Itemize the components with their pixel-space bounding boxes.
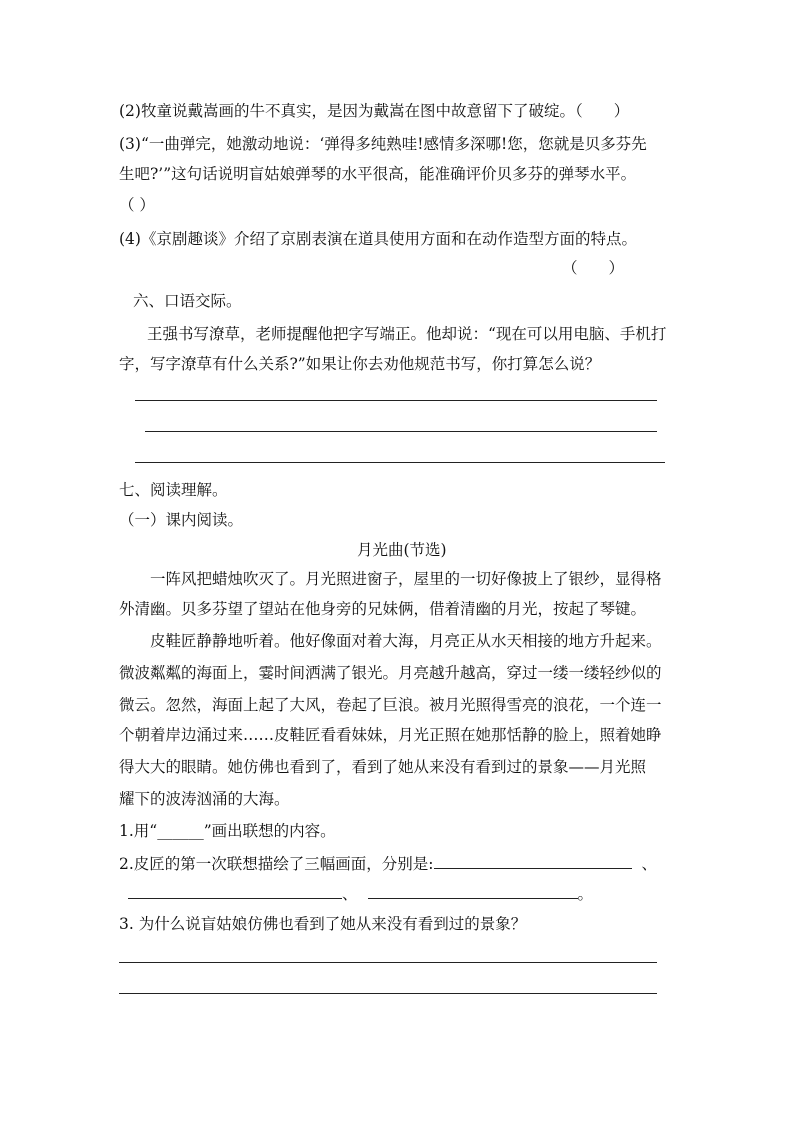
section7-title: 七、阅读理解。	[119, 481, 228, 499]
judgment-q2: (2)牧童说戴嵩画的牛不真实，是因为戴嵩在图中故意留下了破绽。（ ）	[119, 102, 630, 120]
passage-p1-line1: 一阵风把蜡烛吹灭了。月光照进窗子，屋里的一切好像披上了银纱，显得格	[150, 570, 662, 588]
judgment-q3-line1: (3)“一曲弹完，她激动地说：‘弹得多纯熟哇!感情多深哪!您，您就是贝多芬先	[119, 135, 647, 153]
section6-prompt-line1: 王强书写潦草，老师提醒他把字写端正。他却说：“现在可以用电脑、手机打	[147, 325, 667, 343]
judgment-q3-paren: （ ）	[119, 196, 155, 214]
section6-title: 六、口语交际。	[133, 292, 242, 310]
separator-end: 。	[577, 885, 594, 903]
answer-blank-2[interactable]	[128, 882, 342, 899]
answer-line[interactable]	[145, 431, 657, 432]
answer-blank-3[interactable]	[368, 882, 578, 899]
reading-q2-text: 2.皮匠的第一次联想描绘了三幅画面，分别是:	[119, 855, 434, 873]
judgment-q4-paren: （ ）	[562, 259, 625, 277]
separator-comma: 、	[342, 885, 358, 903]
passage-p2-line1: 皮鞋匠静静地听着。他好像面对着大海，月亮正从水天相接的地方升起来。	[150, 632, 662, 650]
passage-p2-line2: 微波粼粼的海面上，霎时间洒满了银光。月亮越升越高，穿过一缕一缕轻纱似的	[119, 664, 662, 682]
judgment-q4: (4)《京剧趣谈》介绍了京剧表演在道具使用方面和在动作造型方面的特点。	[119, 230, 637, 248]
passage-p2-line3: 微云。忽然，海面上起了大风，卷起了巨浪。被月光照得雪亮的浪花，一个连一	[119, 696, 662, 714]
passage-p2-line5: 得大大的眼睛。她仿佛也看到了，看到了她从来没有看到过的景象——月光照	[119, 758, 647, 776]
passage-p1-line2: 外清幽。贝多芬望了望站在他身旁的兄妹俩，借着清幽的月光，按起了琴键。	[119, 600, 647, 618]
reading-q1: 1.用“______”画出联想的内容。	[119, 822, 336, 840]
passage-title: 月光曲(节选)	[357, 541, 447, 559]
answer-line[interactable]	[119, 962, 657, 963]
separator-comma: 、	[641, 855, 658, 873]
passage-p2-line6: 耀下的波涛汹涌的大海。	[119, 790, 290, 808]
answer-line[interactable]	[119, 993, 657, 994]
judgment-q3-line2: 生吧?’”这句话说明盲姑娘弹琴的水平很高，能准确评价贝多芬的弹琴水平。	[119, 165, 637, 183]
section6-prompt-line2: 字，写字潦草有什么关系?”如果让你去劝他规范书写，你打算怎么说？	[119, 355, 601, 373]
reading-q2-cont	[128, 882, 593, 905]
section7-subtitle: （一）课内阅读。	[119, 511, 244, 529]
answer-blank-1[interactable]	[434, 852, 632, 869]
reading-q2	[119, 852, 657, 875]
passage-p2-line4: 个朝着岸边涌过来……皮鞋匠看看妹妹，月光正照在她那恬静的脸上，照着她睁	[119, 726, 662, 744]
reading-q3: 3. 为什么说盲姑娘仿佛也看到了她从来没有看到过的景象？	[119, 915, 527, 933]
answer-line[interactable]	[135, 462, 665, 463]
answer-line[interactable]	[135, 400, 657, 401]
